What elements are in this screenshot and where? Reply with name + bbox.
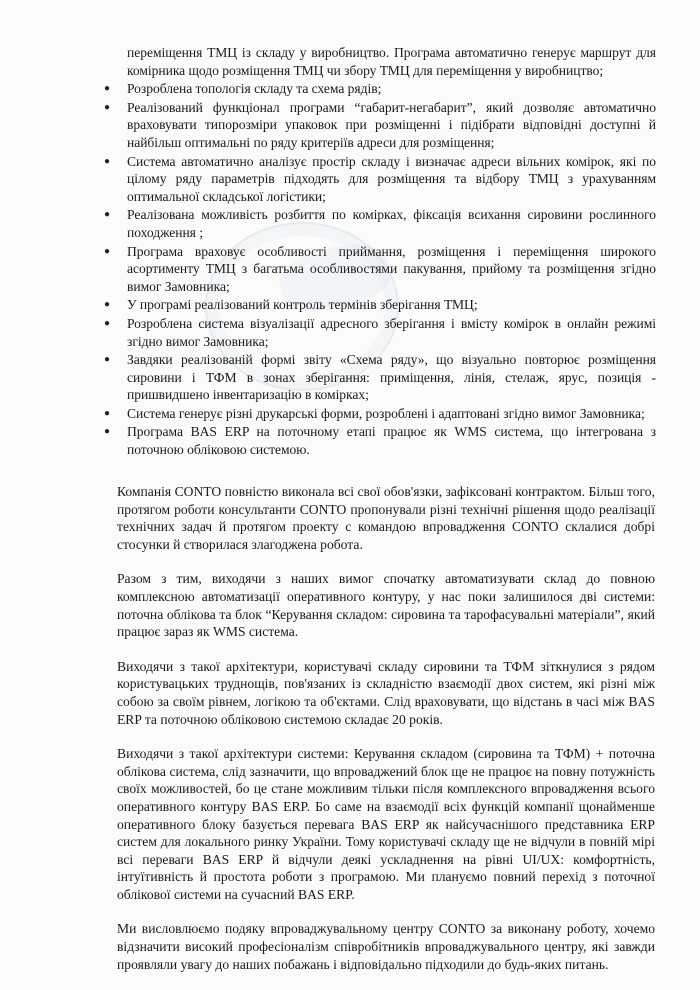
list-item: ● Розроблена система візуалізації адресного зберігання і вмісту комірок в онлайн режимі згідно вимог Замовника; <box>117 315 656 350</box>
list-item: ● Програма враховує особливості приймання, розміщення і переміщення широкого асортименту ТМЦ з багатьма особливостями пакування, прийому та розміщення згідно вимог Замовника; <box>117 243 656 296</box>
paragraph-architecture: Виходячи з такої архітектури системи: Керування складом (сировина та ТФМ) + поточна облікова система, слід зазначити, що впроваджений блок ще не працює на повну потужність своїх можливостей, бо це стане можливим тільки після комплексного впровадження всього оперативного контуру BAS ERP. Бо саме на взаємодії всіх функцій компанії щонайменше оперативного блоку базується перевага BAS ERP як найсучаснішого представника ERP систем для локального ринку України. Тому користувачі складу ще не відчули в повній мірі всі переваги BAS ERP й відчули деякі ускладнення на рівні UI/UX: комфортність, інтуїтивність й простота роботи з програмою. Ми плануємо повний перехід з поточної облікової системи на сучасний BAS ERP. <box>117 746 655 902</box>
list-item: ● Програма BAS ERP на поточному етапі працює як WMS система, що інтегрована з поточною обліковою системою. <box>117 423 656 458</box>
paragraph-gratitude: Ми висловлюємо подяку впроваджувальному центру CONTO за виконану роботу, хочемо відзначити високий професіоналізм співробітників впроваджувального центру, які завжди проявляли увагу до наших побажань і відповідально підходили до будь-яких питань. <box>117 921 655 972</box>
body-paragraphs <box>117 483 655 990</box>
continuation-text: переміщення ТМЦ із складу у виробництво. Програма автоматично генерує маршрут для комірника щодо розміщення ТМЦ чи збору ТМЦ для переміщення у виробництво; <box>127 45 656 78</box>
paragraph-user-difficulties: Виходячи з такої архітектури, користувачі складу сировини та ТФМ зіткнулися з рядом користувацьких труднощів, пов'язаних із складністю взаємодії двох систем, які різні між собою за своїм рівнем, логікою та об'єктами. Слід враховувати, що відстань в часі між BAS ERP та поточною обліковою системою складає 20 років. <box>117 658 655 727</box>
list-item: ● Реалізований функціонал програми “габарит-негабарит”, який дозволяє автоматично враховувати типорозміри упаковок при розміщенні і підібрати відповідні доступні й найбільш оптимальні по ряду критеріїв адреси для розміщення; <box>117 99 656 152</box>
paragraph-two-systems: Разом з тим, виходячи з наших вимог спочатку автоматизувати склад до повною комплексною автоматизації оперативного контуру, у нас поки залишилося дві системи: поточна облікова та блок “Керування складом: сировина та тарофасувальні матеріали”, який працює зараз як WMS система. <box>117 571 655 640</box>
list-item: ● Завдяки реалізованій формі звіту «Схема ряду», що візуально повторює розміщення сировини і ТФМ в зонах зберігання: приміщення, лінія, стелаж, ярус, позиція - пришвидшено інвентаризацію в комірках; <box>117 351 656 404</box>
list-item: ● Система генерує різні друкарські форми, розроблені і адаптовані згідно вимог Замовника; <box>117 405 656 423</box>
paragraph-conto-obligations: Компанія CONTO повністю виконала всі свої обов'язки, зафіксовані контрактом. Більш того, протягом роботи консультанти CONTO пропонували різні технічні рішення щодо реалізації технічних задач й протягом проекту с командою впровадження CONTO склалися добрі стосунки й створилася злагоджена робота. <box>117 484 655 552</box>
list-item: ● Розроблена топологія складу та схема рядів; <box>117 80 656 98</box>
list-item: ● У програмі реалізований контроль термінів зберігання ТМЦ; <box>117 296 656 314</box>
list-item: ● Реалізована можливість розбиття по комірках, фіксація всихання сировини рослинного походження ; <box>117 206 656 241</box>
list-item: ● Система автоматично аналізує простір складу і визначає адреси вільних комірок, які по цілому ряду параметрів підходять для розміщення та відбору ТМЦ з урахуванням оптимальної складської логістики; <box>117 153 656 206</box>
feature-bullet-list <box>117 80 656 458</box>
